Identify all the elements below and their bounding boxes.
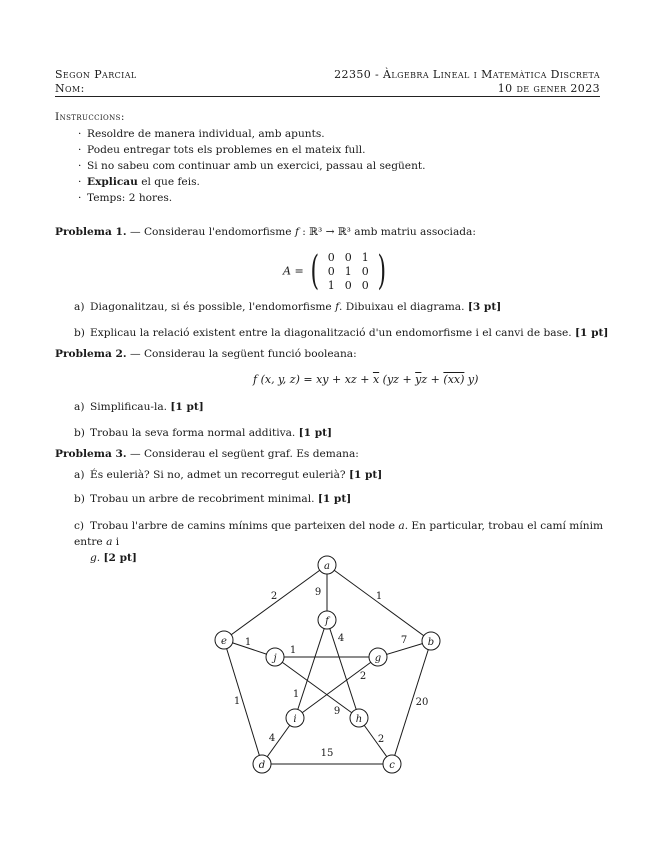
item-label: a) bbox=[74, 401, 85, 413]
weight-fh: 4 bbox=[337, 633, 345, 644]
node-label-a: a bbox=[324, 561, 330, 572]
problem-1-title: Problema 1. bbox=[55, 226, 127, 238]
weight-ae: 2 bbox=[270, 591, 278, 602]
node-label-f: f bbox=[325, 616, 329, 627]
f-symbol: f bbox=[294, 226, 299, 238]
xx-bar: (xx) bbox=[443, 373, 465, 386]
formula-lhs: f (x, y, z) = xy + xz + bbox=[253, 373, 373, 386]
weight-af: 9 bbox=[314, 587, 322, 598]
weight-dc: 15 bbox=[320, 748, 334, 759]
dash: — bbox=[126, 448, 144, 460]
points: [1 pt] bbox=[575, 327, 609, 339]
node-label-b: b bbox=[427, 637, 435, 648]
instruction-item: · Resoldre de manera individual, amb apunts. bbox=[78, 126, 426, 142]
points: [2 pt] bbox=[103, 552, 137, 564]
item-text: És eulerià? Si no, admet un recorregut eulerià? bbox=[90, 469, 349, 481]
item-text: Diagonalitzau, si és possible, l'endomorfisme bbox=[90, 301, 336, 313]
node-label-c: c bbox=[389, 760, 395, 771]
node-label-d: d bbox=[258, 760, 266, 771]
node-label-g: g bbox=[374, 653, 382, 664]
dash: — bbox=[126, 226, 144, 238]
arrow: → bbox=[322, 226, 338, 238]
node-label-j: j bbox=[273, 653, 277, 664]
x-bar: $\overline{x}$ bbox=[372, 373, 380, 386]
node-label-e: e bbox=[221, 636, 227, 647]
weight-ed: 1 bbox=[233, 696, 241, 707]
y-bar: $\overline{y}$ bbox=[415, 373, 422, 386]
item-text: . bbox=[96, 552, 104, 564]
explicau-bold: Explicau bbox=[87, 176, 138, 188]
item-text: Explicau la relació existent entre la diagonalització d'un endomorfisme i el canvi de base. bbox=[90, 327, 576, 339]
weight-jg: 1 bbox=[289, 645, 297, 656]
f-symbol: f bbox=[335, 301, 339, 313]
instruction-item: · Temps: 2 hores. bbox=[78, 190, 426, 206]
matrix-cell: 0 bbox=[327, 264, 335, 278]
weight-di: 4 bbox=[268, 733, 276, 744]
problem-3-title: Problema 3. bbox=[55, 448, 127, 460]
course-title: 22350 - Àlgebra Lineal i Matemàtica Discreta bbox=[334, 68, 600, 81]
matrix-cell: 1 bbox=[361, 250, 369, 264]
weight-gb: 7 bbox=[400, 635, 408, 646]
points: [1 pt] bbox=[317, 493, 352, 505]
node-ref: g bbox=[90, 552, 97, 564]
matrix-cell: 0 bbox=[361, 264, 369, 278]
matrix-cell: 1 bbox=[327, 278, 335, 292]
edge-a-b bbox=[327, 565, 431, 641]
weight-ej: 1 bbox=[244, 637, 252, 648]
node-label-i: i bbox=[293, 714, 297, 725]
weight-ig: 9 bbox=[333, 706, 341, 717]
instructions-heading: Instruccions: bbox=[55, 111, 125, 123]
instruction-item: · Si no sabeu com continuar amb un exercici, passau al següent. bbox=[78, 158, 426, 174]
r3-domain: ℝ³ bbox=[309, 226, 323, 238]
item-label: b) bbox=[74, 493, 85, 505]
p3-text: Considerau el següent graf. Es demana: bbox=[143, 448, 359, 460]
item-text: Trobau l'arbre de camins mínims que parteixen del node bbox=[90, 520, 399, 532]
points: [1 pt] bbox=[298, 427, 333, 439]
weight-bc: 20 bbox=[415, 697, 429, 708]
item-text: Simplificau-la. bbox=[90, 401, 171, 413]
paren-right: ) bbox=[377, 248, 386, 294]
item-label: c) bbox=[74, 520, 85, 532]
weight-ab: 1 bbox=[375, 591, 383, 602]
item-text: Trobau la seva forma normal additiva. bbox=[90, 427, 299, 439]
points: [1 pt] bbox=[170, 401, 204, 413]
p1-text: Considerau l'endomorfisme bbox=[143, 226, 295, 238]
r3-codomain: ℝ³ bbox=[337, 226, 351, 238]
node-label-h: h bbox=[355, 714, 363, 725]
item-label: a) bbox=[74, 469, 85, 481]
item-text: Trobau un arbre de recobriment minimal. bbox=[90, 493, 318, 505]
points: [1 pt] bbox=[348, 469, 383, 481]
exam-title: Segon Parcial bbox=[55, 68, 137, 81]
matrix-cell: 0 bbox=[344, 278, 352, 292]
points: [3 pt] bbox=[467, 301, 502, 313]
edge-e-d bbox=[224, 640, 262, 764]
edge-a-e bbox=[224, 565, 327, 640]
node-ref: a bbox=[106, 536, 113, 548]
edge-f-i bbox=[292, 620, 327, 718]
item-text: i bbox=[112, 536, 120, 548]
formula-end: y) bbox=[464, 373, 479, 386]
node-ref: a bbox=[398, 520, 405, 532]
problem-2-title: Problema 2. bbox=[55, 348, 127, 360]
matrix-cell: 0 bbox=[361, 278, 369, 292]
item-label: a) bbox=[74, 301, 85, 313]
dash: — bbox=[126, 348, 144, 360]
p1-text-2: amb matriu associada: bbox=[350, 226, 476, 238]
name-label: Nom: bbox=[55, 82, 85, 95]
matrix-cell: 0 bbox=[344, 250, 352, 264]
formula-mid: (yz + bbox=[379, 373, 416, 386]
item-text: . En particular, trobau el camí mínim entre bbox=[74, 520, 603, 548]
colon: : bbox=[298, 226, 310, 238]
weight-jh: 2 bbox=[359, 671, 367, 682]
instruction-item: · Podeu entregar tots els problemes en el mateix full. bbox=[78, 142, 426, 158]
item-label: b) bbox=[74, 327, 85, 339]
weight-fi: 1 bbox=[292, 689, 300, 700]
matrix-label: A = bbox=[283, 264, 304, 278]
p2-text: Considerau la següent funció booleana: bbox=[143, 348, 357, 360]
item-text: . Dibuixau el diagrama. bbox=[339, 301, 468, 313]
matrix-cell: 1 bbox=[344, 264, 352, 278]
weight-hc: 2 bbox=[377, 734, 385, 745]
item-label: b) bbox=[74, 427, 85, 439]
exam-date: 10 de gener 2023 bbox=[497, 82, 600, 95]
paren-left: ( bbox=[310, 248, 320, 294]
matrix-cell: 0 bbox=[327, 250, 335, 264]
explicau-rest: el que feis. bbox=[137, 176, 200, 188]
formula-z: z + bbox=[421, 373, 444, 386]
edge-j-h bbox=[275, 657, 359, 718]
